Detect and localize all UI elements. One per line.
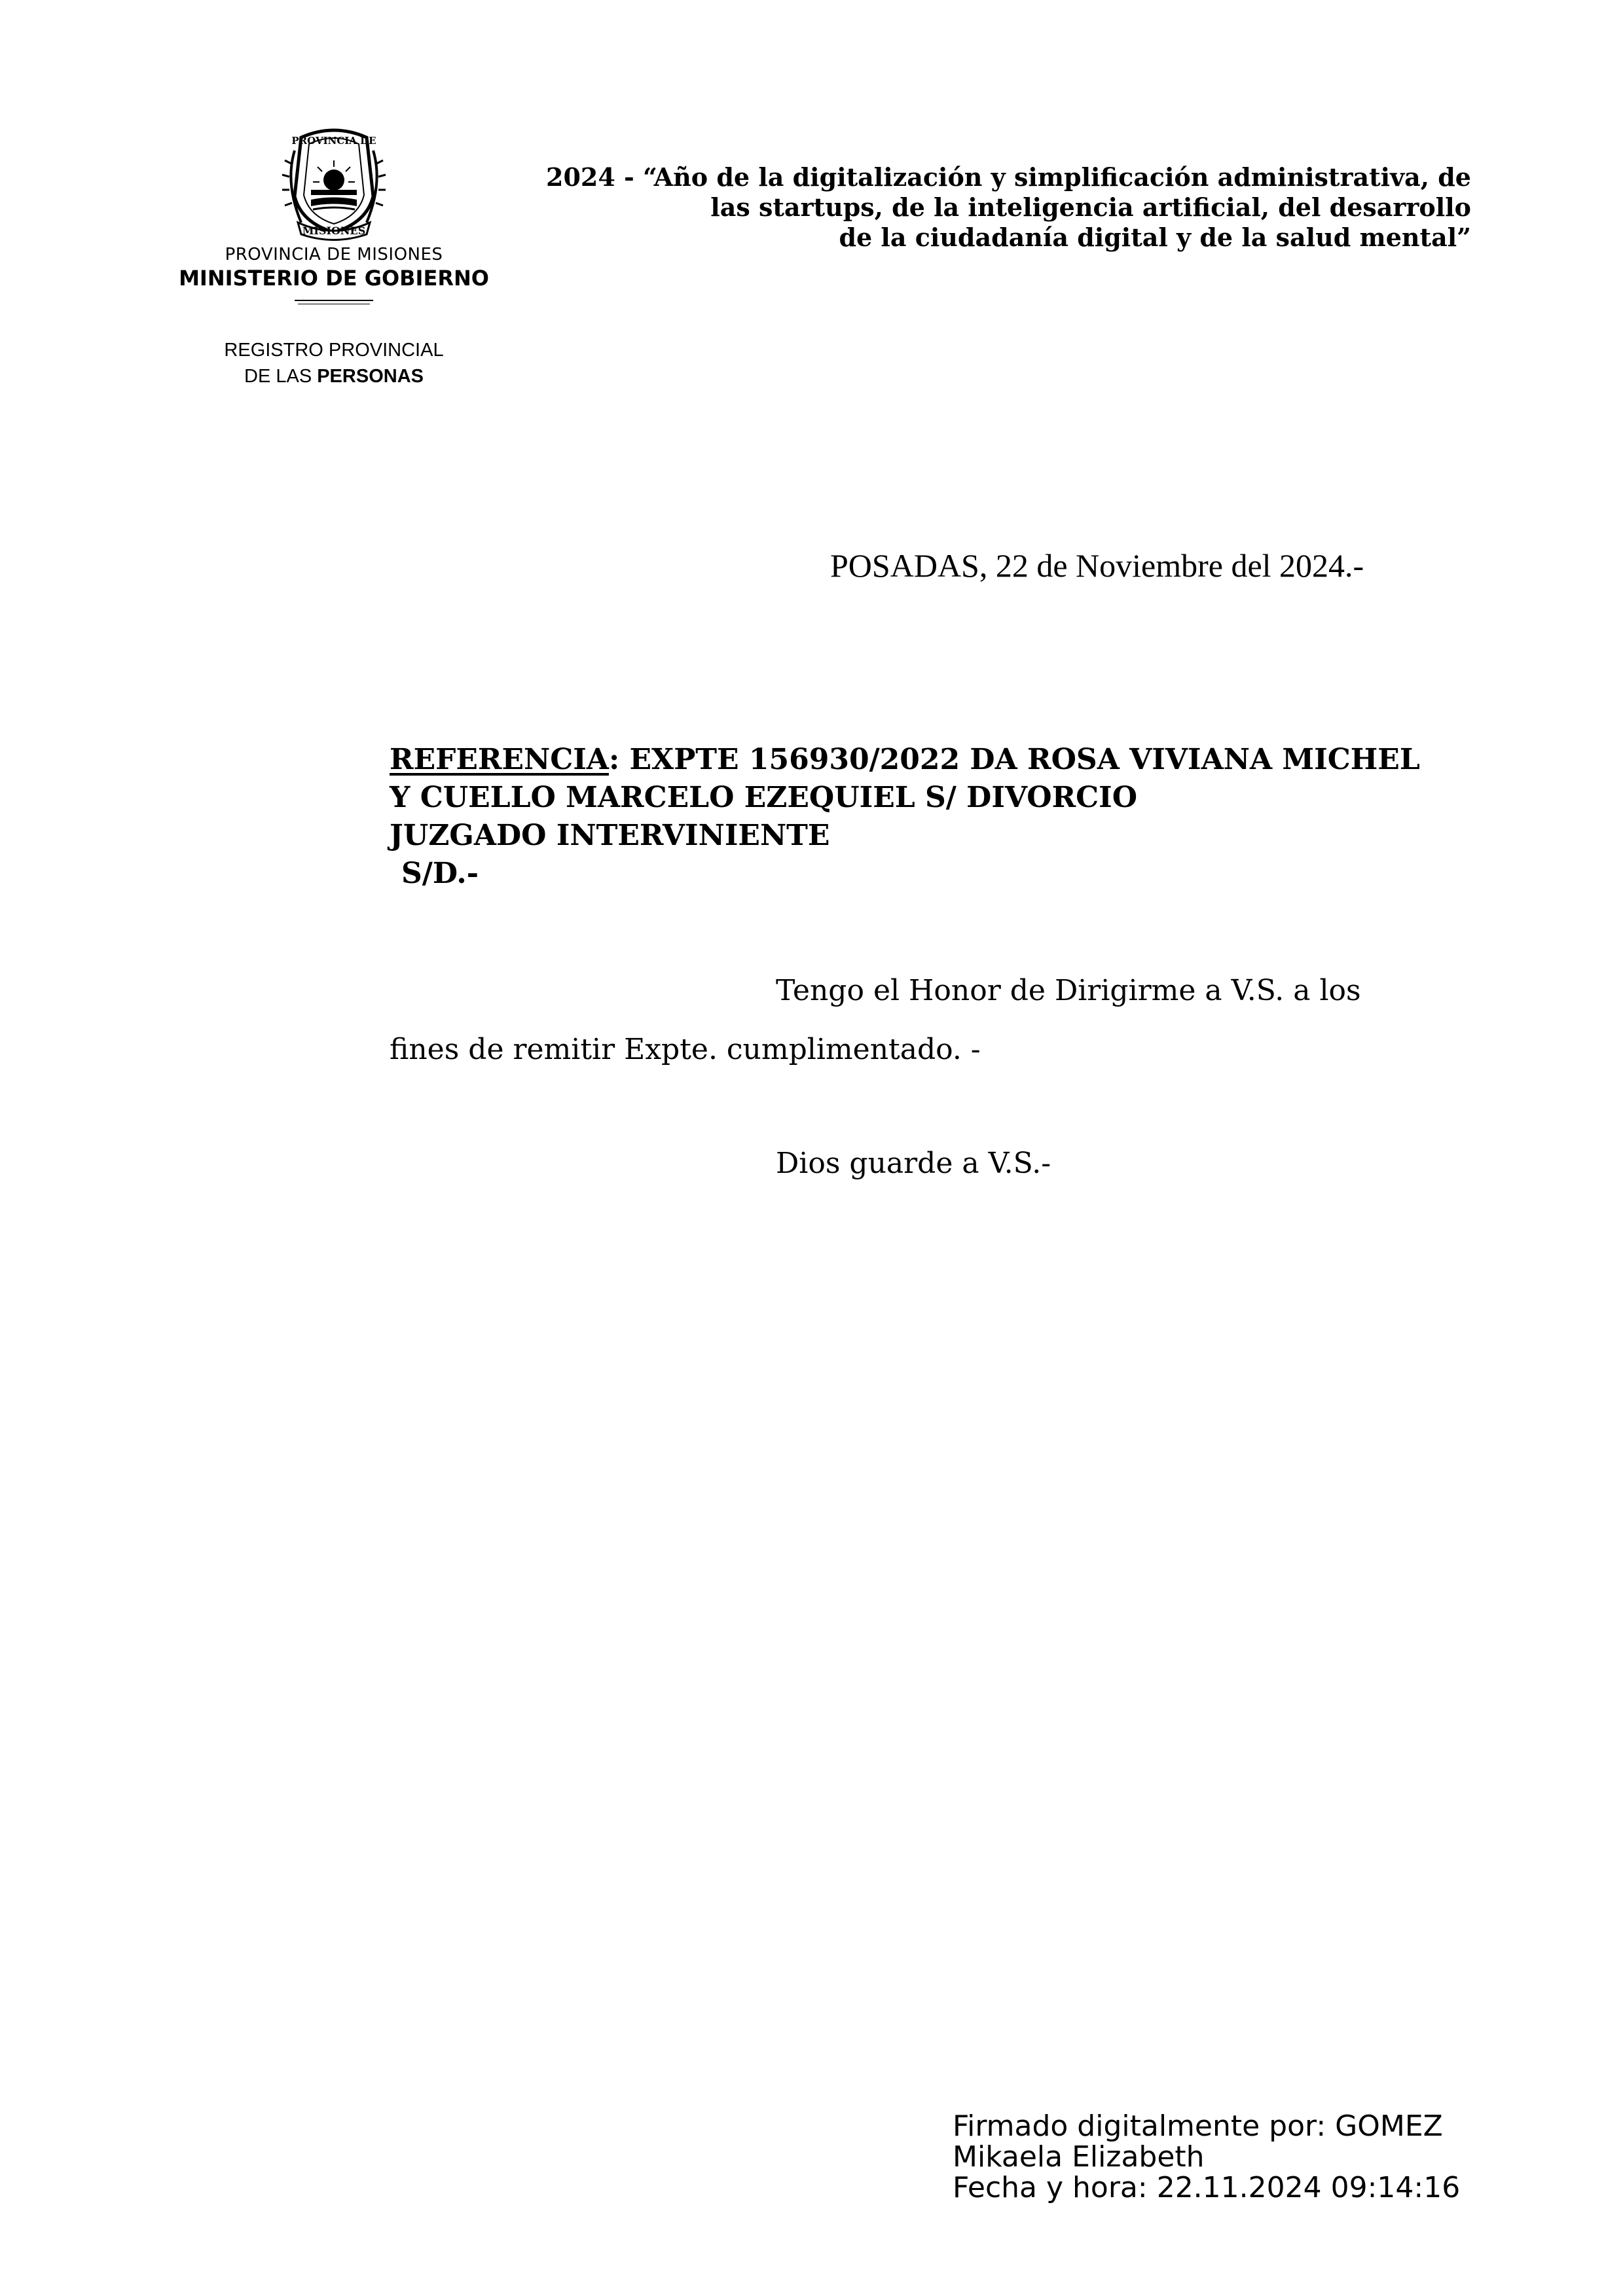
closing-line: Dios guarde a V.S.- — [776, 1147, 1051, 1180]
logo-divider — [295, 300, 373, 301]
body-paragraph-1: Tengo el Honor de Dirigirme a V.S. a los — [776, 974, 1361, 1007]
reference-line-2: Y CUELLO MARCELO EZEQUIEL S/ DIVORCIO — [390, 781, 1138, 814]
ministry-name: MINISTERIO DE GOBIERNO — [179, 266, 489, 291]
registry-strong: PERSONAS — [317, 366, 424, 387]
registry-prefix: DE LAS — [244, 366, 318, 387]
seal-text-top: PROVINCIA DE — [291, 135, 376, 147]
signature-line-3: Fecha y hora: 22.11.2024 09:14:16 — [953, 2171, 1461, 2204]
document-date: POSADAS, 22 de Noviembre del 2024.- — [830, 547, 1364, 584]
motto-line-3: de la ciudadanía digital y de la salud mental” — [839, 223, 1471, 252]
registry-line-1: REGISTRO PROVINCIAL — [224, 340, 444, 361]
reference-block — [390, 741, 1503, 893]
reference-line-4: S/D.- — [401, 857, 479, 890]
year-motto — [358, 162, 1471, 253]
seal-text-bottom: MISIONES — [302, 224, 366, 237]
body-paragraph-2: fines de remitir Expte. cumplimentado. - — [390, 1033, 981, 1066]
signature-line-2: Mikaela Elizabeth — [953, 2140, 1205, 2174]
registry-name — [177, 337, 491, 389]
reference-case: : EXPTE 156930/2022 DA ROSA VIVIANA MICHEL — [608, 743, 1420, 776]
digital-signature — [953, 2111, 1460, 2203]
reference-line-1 — [390, 741, 1503, 779]
province-name: PROVINCIA DE MISIONES — [225, 245, 443, 264]
signature-line-1: Firmado digitalmente por: GOMEZ — [953, 2109, 1443, 2143]
motto-line-2: las startups, de la inteligencia artificial, del desarrollo — [710, 192, 1471, 222]
motto-line-1: 2024 - “Año de la digitalización y simplificación administrativa, de — [546, 162, 1471, 192]
reference-line-3: JUZGADO INTERVINIENTE — [390, 819, 830, 852]
reference-label: REFERENCIA — [390, 743, 609, 776]
registry-line-2 — [177, 363, 491, 389]
